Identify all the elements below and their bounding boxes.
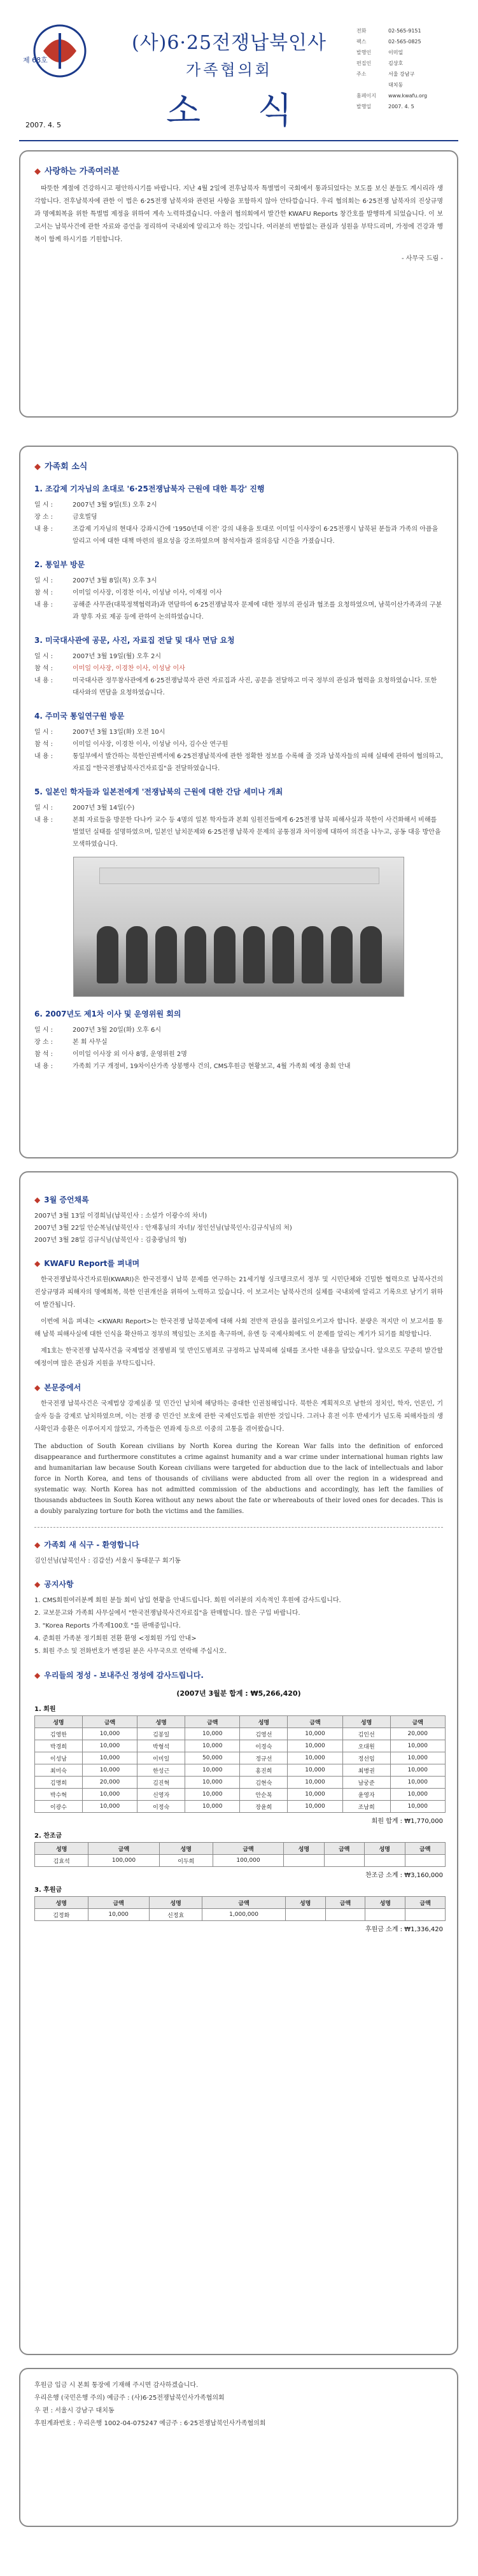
newsletter-title: 소 식	[166, 90, 315, 132]
special-table	[34, 1842, 446, 1867]
reports-paragraph: 이번에 처음 펴내는 <KWARI Report>는 한국전쟁 납북문제에 대해 사회 전반적 관심을 불러일으키고자 합니다. 분량은 적지만 이 보고서를 통해 납북 피해사실에 대한 인식을 확산하고 정부의 책임있는 조치를 촉구하며, 유엔 등 국제사회에도 이 문제를 알리는 계기가 되기를 희망합니다.	[34, 1318, 443, 1338]
news-item: 3. 미국대사관에 공문, 사진, 자료집 전달 및 대사 면담 요청 일 시 : 2007년 3월 19일(월) 오후 2시 참 석 : 이미일 이사장, 이경찬 이사, 이성남 이사 내 용 : 미국대사관 정무참사관에게 6·25전쟁납북자 관련 자료집과 사진, 공문을 전달하고 미국 정부의 관심과 협력을 요청하였습니다. 또한 대사와의 면담을 요청하였습니다.	[34, 635, 443, 699]
testimony-line: 2007년 3월 22일 안순복님(납북인사 : 안재홍님의 자녀)/ 정인선님(납북인사:김규식님의 처)	[34, 1225, 292, 1232]
news-item-title: 4. 주미국 통일연구원 방문	[34, 712, 125, 721]
footer-line: 우리은행 (국민은행 주의) 예금주 : (사)6·25전쟁납북인사가족협의회	[34, 2395, 225, 2402]
members-label: 1. 회원	[34, 1706, 56, 1713]
members-table	[34, 1715, 446, 1813]
publish-date: 2007. 4. 5	[25, 121, 61, 129]
special-label: 2. 찬조금	[34, 1833, 62, 1840]
photo-banner	[99, 868, 379, 884]
news-item-title: 2. 통일부 방문	[34, 560, 85, 569]
news-item: 1. 조갑제 기자님의 초대로 '6·25전쟁납북자 근원에 대한 특강' 진행 일 시 : 2007년 3월 9일(토) 오후 2시 장 소 : 금호빌딩 내 용 : 조갑제 기자님의 현대사 강좌시간에 '1950년대 이전' 강의 내용을 토대로 이미일 이사장이 6·25전쟁시 납북된 분들과 가족의 아픔을 알리고 이에 대한 대책 마련의 필요성을 강조하였으며 참석자들과 질의응답 시간을 가졌습니다.	[34, 483, 443, 547]
english-excerpt: The abduction of South Korean civilians by North Korea during the Korean War falls into the definition of enforced disappearance and furthermore constitutes a crime against humanity and a war crime under international human rights law and humanitarian law because South Korean civilians were targeted for abduction due to the lack of intellectuals and labor force in North Korea, and tens of thousands of civilians were abducted from all over the region in a widespread and systematic way. North Korea has not admitted commission of the abductions and accordingly, has left the families of thousands abductees in South Korea without any news about the fate or whereabouts of their loved ones for decades. This is a doubly paralyzing torture for both the victims and the families.	[34, 1443, 443, 1515]
news-item-title: 3. 미국대사관에 공문, 사진, 자료집 전달 및 대사 면담 요청	[34, 636, 235, 645]
news-title: ◆ 가족회 소식	[34, 462, 88, 472]
newsletter-header	[19, 13, 458, 146]
section-divider	[34, 1527, 443, 1528]
greeting-box	[19, 150, 458, 418]
table-row: 박수혁 10,000 신영자 10,000 안순복 10,000 윤영자 10,000	[35, 1789, 446, 1801]
news-item: 2. 통일부 방문 일 시 : 2007년 3월 8일(목) 오후 3시 참 석 : 이미일 이사장, 이경찬 이사, 이성남 이사, 이재정 이사 내 용 : 공해준 사무관(대북정책협력과)과 면담하여 6·25전쟁납북자 문제에 대한 정부의 관심과 협조를 요청하였으며, 남북이산가족과의 구분과 향후 자료 제공 등에 관하여 논의하였습니다.	[34, 560, 442, 621]
reports-title: ◆ KWAFU Report를 펴내며	[34, 1259, 140, 1268]
testimony-line: 2007년 3월 13일 이경희님(납북인사 : 소설가 이광수의 차녀)	[34, 1213, 207, 1220]
greeting-title: ◆ 사랑하는 가족여러분	[34, 167, 120, 176]
notice-line: 1. CMS회원여러분께 회원 분들 회비 납입 현황을 안내드립니다. 회원 여러분의 지속적인 후원에 감사드립니다.	[34, 1597, 341, 1604]
testimony-line: 2007년 3월 28일 김규식님(납북인사 : 김충광님의 형)	[34, 1237, 187, 1244]
seminar-group-photo	[73, 857, 404, 997]
photo-people	[93, 907, 386, 983]
bullet-icon: ◆	[34, 1540, 41, 1549]
bullet-icon: ◆	[34, 1195, 41, 1204]
news-item-title: 1. 조갑제 기자님의 초대로 '6·25전쟁납북자 근원에 대한 특강' 진행	[34, 484, 265, 493]
fee-title: ◆ 우리들의 정성 - 보내주신 정성에 감사드립니다.	[34, 1671, 204, 1680]
greeting-signature: - 사무국 드림 -	[401, 255, 443, 262]
news-item-title: 5. 일본인 학자들과 일본전에게 '전쟁납북의 근원에 대한 간담 세미나 개최	[34, 787, 283, 796]
news-item: 4. 주미국 통일연구원 방문 일 시 : 2007년 3월 13일(화) 오전 10시 참 석 : 이미일 이사장, 이경찬 이사, 이성남 이사, 김수산 연구원 내 용 : 통일부에서 발간하는 북한인권백서에 6·25전쟁납북자에 관한 정확한 정보를 수록해 줄 것과 납북자들의 피해 실태에 관하여 협의하고, 자료집 "한국전쟁납북사건자료집"을 전달하였습니다.	[34, 712, 443, 772]
bullet-icon: ◆	[34, 1383, 41, 1392]
table-row: 박경희 10,000 박형석 10,000 이경숙 10,000 오대원 10,000	[35, 1740, 446, 1752]
special-total: 찬조금 소계 : ₩3,160,000	[365, 1872, 443, 1879]
contact-info: 전화 02-565-9151 팩스 02-565-0825 발행인 이미일 편집인 김상호 주소 서울 강남구 대치동 홈페이지 www.kwafu.org 발행일 2007. 4. 5	[356, 28, 428, 109]
footer-line: 후원계좌번호 : 우리은행 1002-04-075247 예금주 : 6·25전쟁납북인사가족협의회	[34, 2420, 266, 2427]
notice-line: 5. 회원 주소 및 전화번호가 변경된 분은 사무국으로 연락해 주십시오.	[34, 1648, 227, 1655]
issue-number: 제 68호	[23, 56, 48, 64]
testimony-title: ◆ 3월 증언채록	[34, 1195, 89, 1204]
donation-table	[34, 1896, 446, 1921]
homepage-link[interactable]: www.kwafu.org	[388, 93, 428, 99]
greeting-body: 따뜻한 계절에 건강하시고 평안하시기를 바랍니다. 지난 4월 2일에 전후납북자 특별법이 국회에서 통과되었다는 보도를 보신 분들도 계시리라 생각합니다. 전후납북자에 관한 이 법은 6·25전쟁 납북자와 관련된 사항을 포함하지 않아 안타깝습니다. 우리 협의회는 6·25전쟁 납북자의 진상규명과 명예회복을 위한 특별법 제정을 위하여 계속 노력하겠습니다. 아울러 협의회에서 발간한 KWAFU Reports 창간호를 발행하게 되었습니다. 이 보고서는 납북사건에 관한 자료와 증언을 정리하여 국내외에 알리고자 하는 것입니다. 여러분의 변함없는 관심과 성원을 부탁드리며, 가정에 건강과 행복이 함께 하시기를 기원합니다.	[34, 185, 443, 243]
footer-box	[19, 2368, 458, 2527]
notice-line: 4. 준회원 가족분 정기회원 전환 환영 <정회원 가입 안내>	[34, 1635, 197, 1642]
notice-line: 2. 교보문고와 가족회 사무실에서 "한국전쟁납북사건자료집"을 판매합니다. 많은 구입 바랍니다.	[34, 1610, 300, 1617]
excerpt-paragraph: 한국전쟁 납북사건은 국제법상 강제실종 및 민간인 납치에 해당하는 중대한 인권침해입니다. 북한은 계획적으로 남한의 정치인, 학자, 언론인, 기술자 등을 강제로 납치하였으며, 이는 전쟁 중 민간인 보호에 관한 국제인도법을 위반한 것입니다. 그러나 휴전 이후 반세기가 넘도록 피해자들의 생사확인과 송환은 이루어지지 않았고, 가족들은 연좌제 등으로 이중의 고통을 겪어왔습니다.	[34, 1400, 443, 1433]
news-box	[19, 446, 458, 1158]
table-header-row: 성명 금액 성명 금액 성명 금액 성명 금액	[35, 1843, 446, 1855]
table-row: 김영한 10,000 김봉일 10,000 김영선 10,000 김인선 20,000	[35, 1728, 446, 1740]
reports-paragraph: 제1호는 한국전쟁 납북사건을 국제법상 전쟁범죄 및 반인도범죄로 규정하고 납북피해 실태를 조사한 내용을 담았습니다. 앞으로도 꾸준히 발간할 예정이며 많은 관심과 지원을 부탁드립니다.	[34, 1348, 443, 1367]
footer-line: 후원금 입금 시 본회 통장에 기재해 주시면 감사하겠습니다.	[34, 2382, 199, 2389]
excerpt-title: ◆ 본문중에서	[34, 1383, 81, 1392]
bullet-icon: ◆	[34, 462, 41, 472]
donation-total: 후원금 소계 : ₩1,336,420	[365, 1926, 443, 1933]
table-row: 김명희 20,000 김진혁 10,000 김현숙 10,000 남궁준 10,000	[35, 1777, 446, 1789]
donation-label: 3. 후원금	[34, 1887, 62, 1894]
reports-paragraph: 한국전쟁납북사건자료원(KWARI)은 한국전쟁시 납북 문제를 연구하는 21세기형 싱크탱크로서 정부 및 시민단체와 긴밀한 협력으로 납북사건의 진상규명과 피해자의 명예회복, 북한 인권개선을 위하여 노력하고 있습니다. 이 보고서는 납북사건의 실체를 국내외에 알리고 기록으로 남기기 위하여 발간됩니다.	[34, 1276, 443, 1309]
table-row: 최미숙 10,000 한성근 10,000 홍진희 10,000 최병권 10,000	[35, 1764, 446, 1777]
testimony-reports-box	[19, 1171, 458, 2355]
table-row: 이성남 10,000 이미일 50,000 정규선 10,000 정선임 10,000	[35, 1752, 446, 1764]
org-name: (사)6·25전쟁납북인사	[131, 32, 327, 54]
members-total: 회원 합계 : ₩1,770,000	[371, 1818, 443, 1825]
bullet-icon: ◆	[34, 1671, 41, 1680]
fee-caption: (2007년 3월분 합계 : ₩5,266,420)	[176, 1689, 301, 1698]
org-logo-icon	[31, 22, 89, 80]
bullet-icon: ◆	[34, 1259, 41, 1268]
table-header-row: 성명 금액 성명 금액 성명 금액 성명 금액	[35, 1897, 446, 1909]
meeting-item: 6. 2007년도 제1차 이사 및 운영위원 회의 일 시 : 2007년 3월 20일(화) 오후 6시 장 소 : 본 회 사무실 참 석 : 이미일 이사장 외 이사 8명, 운영위원 2명 내 용 : 가족회 기구 개정비, 19차이산가족 상봉행사 건의, CMS후원금 현황보고, 4월 가족회 예정 총회 안내	[34, 1008, 443, 1073]
news-item: 5. 일본인 학자들과 일본전에게 '전쟁납북의 근원에 대한 간담 세미나 개최 일 시 : 2007년 3월 14일(수) 내 용 : 본회 자료들을 방문한 다나카 교수 등 4명의 일본 학자들과 본회 임원진들에게 6·25전쟁 납북 피해사실과 북한이 사건화해서 비해를 벌였던 실태를 설명하였으며, 일본인 납치문제와 6·25전쟁 납북자 문제의 공통점과 차이점에 대하여 의견을 나누고, 공동 대응 방안을 모색하였습니다.	[34, 786, 443, 850]
bullet-icon: ◆	[34, 1580, 41, 1589]
notice-title: ◆ 공지사항	[34, 1580, 74, 1589]
meeting-title: 6. 2007년도 제1차 이사 및 운영위원 회의	[34, 1010, 181, 1018]
bullet-icon: ◆	[34, 167, 41, 176]
table-header-row: 성명 금액 성명 금액 성명 금액 성명 금액	[35, 1716, 446, 1728]
header-divider	[19, 140, 458, 141]
table-row: 김효석 100,000 이두희 100,000	[35, 1855, 446, 1867]
org-subtitle: 가족협의회	[186, 61, 272, 79]
new-member-line: 김인선님(납북인사 : 김갑선) 서울시 동대문구 회기동	[34, 1558, 181, 1565]
table-row: 김정화 10,000 신정효 1,000,000	[35, 1909, 446, 1921]
notice-line: 3. "Korea Reports 가족제100호 "를 판매중입니다.	[34, 1622, 181, 1629]
table-row: 이광수 10,000 이정숙 10,000 장윤희 10,000 조남희 10,000	[35, 1801, 446, 1813]
footer-line: 우 편 : 서울시 강남구 대치동	[34, 2407, 115, 2414]
new-members-title: ◆ 가족회 새 식구 - 환영합니다	[34, 1540, 139, 1549]
